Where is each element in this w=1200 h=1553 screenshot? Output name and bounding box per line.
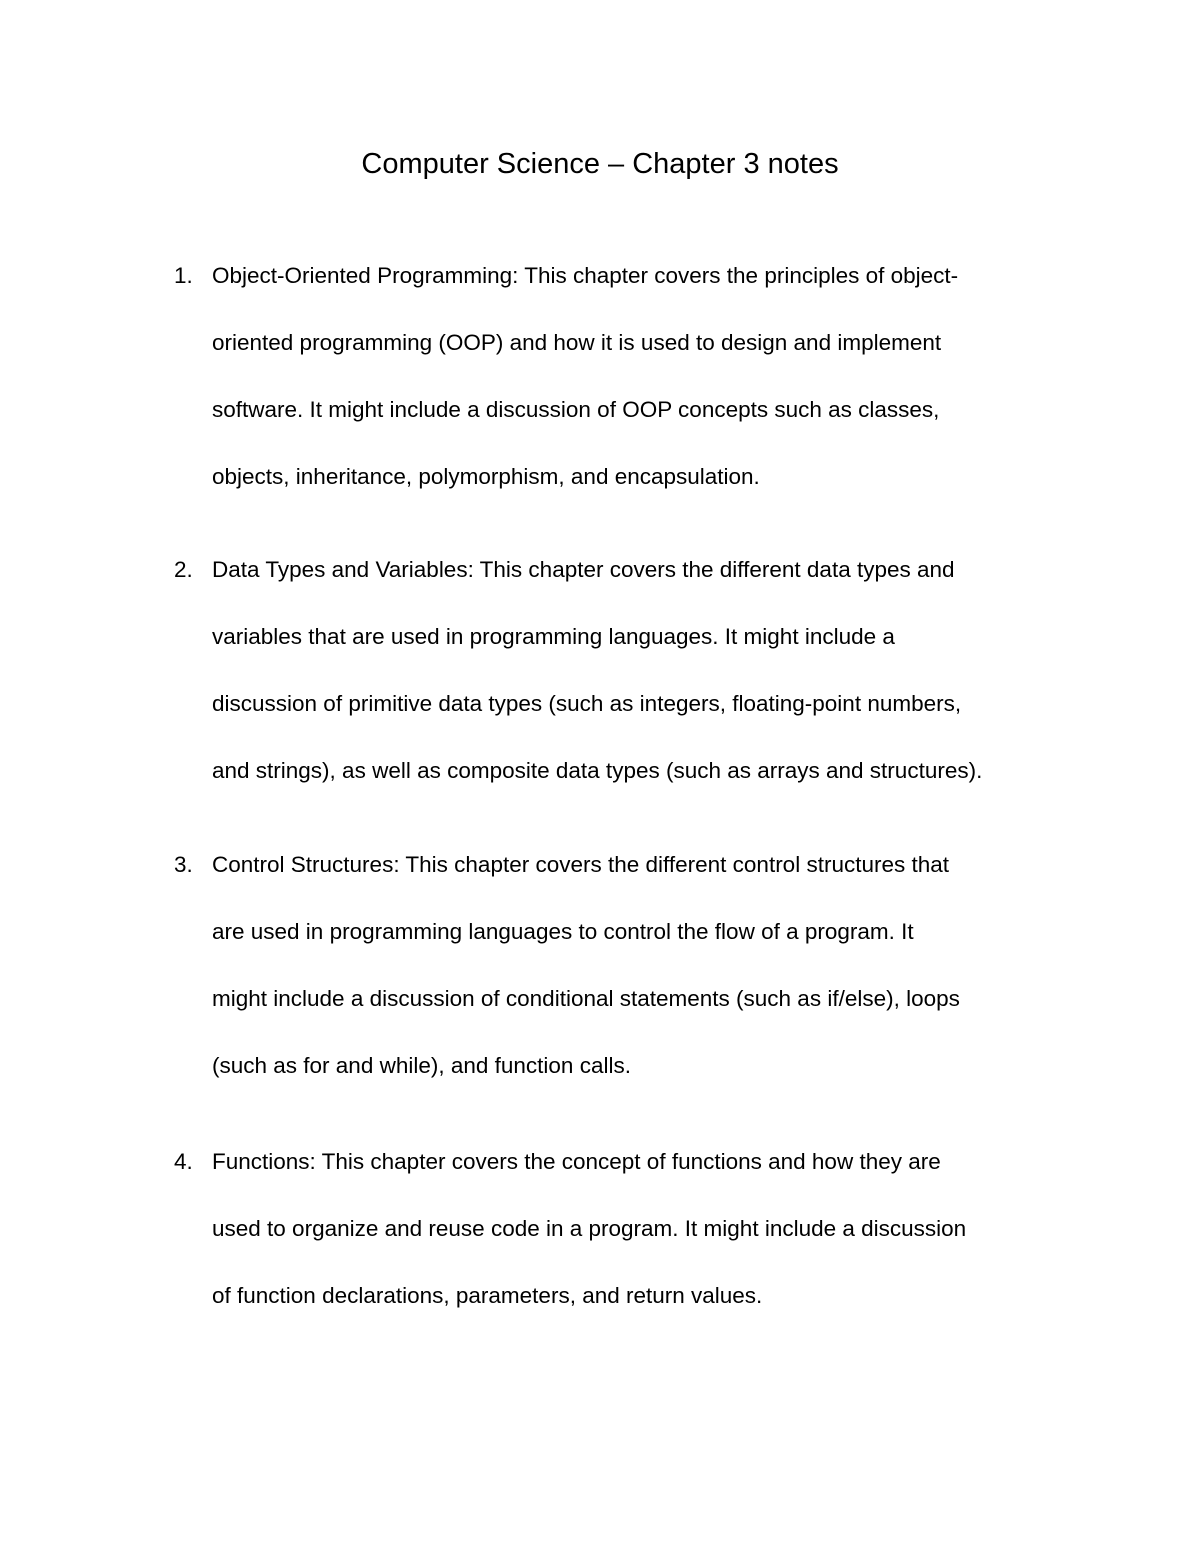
- text-line: Object-Oriented Programming: This chapter covers the principles of object-: [212, 263, 959, 288]
- list-item-number: 3.: [174, 852, 193, 877]
- text-line: variables that are used in programming languages. It might include a: [212, 624, 895, 649]
- text-line: of function declarations, parameters, and return values.: [212, 1283, 763, 1308]
- text-line: Functions: This chapter covers the concept of functions and how they are: [212, 1149, 941, 1174]
- list-item-number: 2.: [174, 557, 193, 582]
- text-line: and strings), as well as composite data types (such as arrays and structures).: [212, 758, 983, 783]
- text-line: Control Structures: This chapter covers the different control structures that: [212, 852, 950, 877]
- list-item-number: 4.: [174, 1149, 193, 1174]
- list-item-number: 1.: [174, 263, 193, 288]
- text-line: (such as for and while), and function calls.: [212, 1053, 631, 1078]
- list-item-text: [212, 831, 1074, 1099]
- text-line: oriented programming (OOP) and how it is used to design and implement: [212, 330, 942, 355]
- text-line: Data Types and Variables: This chapter covers the different data types and: [212, 557, 955, 582]
- list-item-text: [212, 242, 1074, 510]
- list-item-text: [212, 1128, 1074, 1329]
- text-line: used to organize and reuse code in a program. It might include a discussion: [212, 1216, 967, 1241]
- list-item-text: [212, 536, 1074, 804]
- text-line: objects, inheritance, polymorphism, and encapsulation.: [212, 464, 760, 489]
- text-line: might include a discussion of conditional statements (such as if/else), loops: [212, 986, 960, 1011]
- document-title: Computer Science – Chapter 3 notes: [361, 148, 839, 180]
- text-line: software. It might include a discussion of OOP concepts such as classes,: [212, 397, 940, 422]
- text-line: are used in programming languages to control the flow of a program. It: [212, 919, 914, 944]
- text-line: discussion of primitive data types (such as integers, floating-point numbers,: [212, 691, 962, 716]
